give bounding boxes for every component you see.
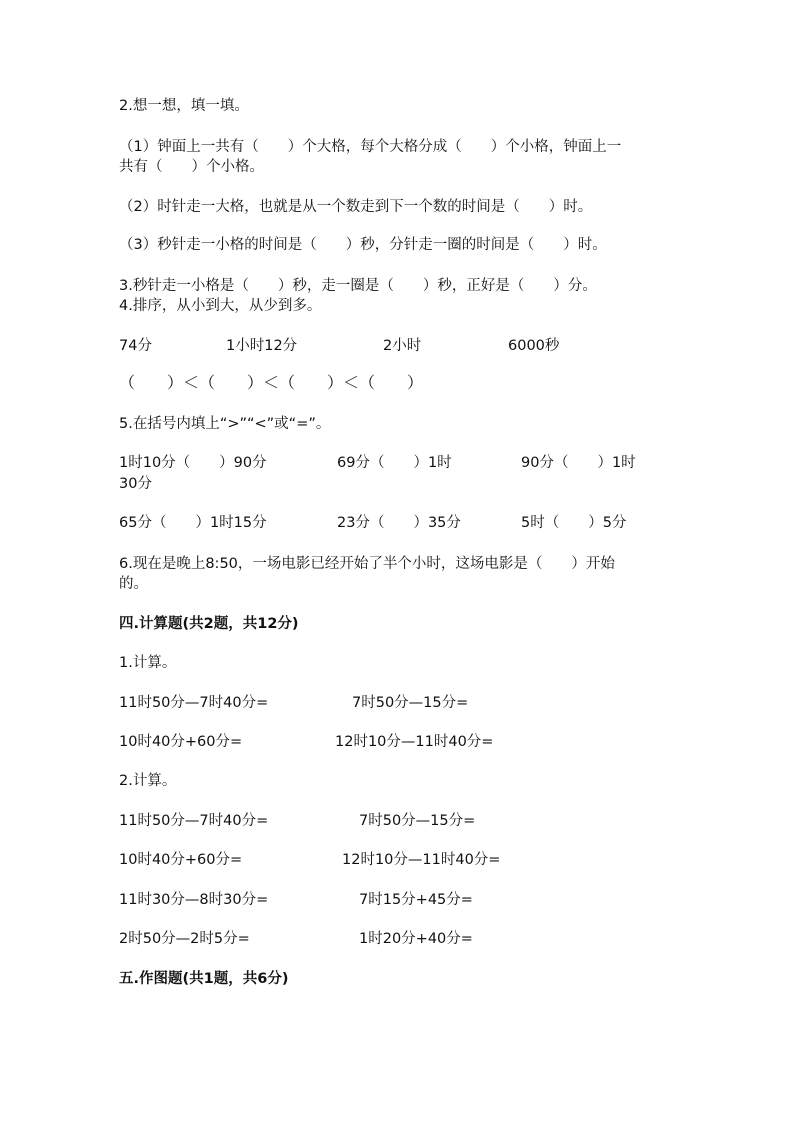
compare-item: 65分（ ）1时15分 bbox=[119, 515, 267, 531]
question-3: 3.秒针走一小格是（ ）秒，走一圈是（ ）秒，正好是（ ）分。 bbox=[119, 278, 597, 294]
calc-item: 7时50分—15分= bbox=[352, 695, 469, 711]
calc-item: 12时10分—11时40分= bbox=[342, 852, 501, 868]
question-2-part-1-line-2: 共有（ ）个小格。 bbox=[119, 159, 264, 175]
compare-item: 90分（ ）1时 bbox=[521, 455, 636, 471]
compare-item: 69分（ ）1时 bbox=[337, 455, 452, 471]
section-4-heading: 四.计算题(共2题，共12分) bbox=[119, 616, 299, 632]
question-6-line-1: 6.现在是晚上8:50，一场电影已经开始了半个小时，这场电影是（ ）开始 bbox=[119, 556, 615, 572]
calc-item: 2时50分—2时5分= bbox=[119, 931, 250, 947]
compare-item: 23分（ ）35分 bbox=[337, 515, 461, 531]
calc-item: 12时10分—11时40分= bbox=[335, 734, 494, 750]
question-4-item: 6000秒 bbox=[508, 338, 560, 354]
compare-item: 5时（ ）5分 bbox=[521, 515, 627, 531]
question-2-part-3: （3）秒针走一小格的时间是（ ）秒，分针走一圈的时间是（ ）时。 bbox=[119, 237, 607, 253]
section-5-heading: 五.作图题(共1题，共6分) bbox=[119, 971, 289, 987]
question-2-title: 2.想一想，填一填。 bbox=[119, 98, 249, 114]
question-6-line-2: 的。 bbox=[119, 576, 148, 592]
question-4-title: 4.排序，从小到大，从少到多。 bbox=[119, 298, 322, 314]
calc-item: 7时50分—15分= bbox=[359, 813, 476, 829]
question-4-item: 1小时12分 bbox=[226, 338, 298, 354]
calc-item: 11时30分—8时30分= bbox=[119, 892, 269, 908]
question-2-part-1-line-1: （1）钟面上一共有（ ）个大格，每个大格分成（ ）个小格，钟面上一 bbox=[119, 139, 622, 155]
compare-item-wrap: 30分 bbox=[119, 476, 152, 492]
calc-item: 10时40分+60分= bbox=[119, 734, 243, 750]
question-5-title: 5.在括号内填上“>”“<”或“=”。 bbox=[119, 416, 331, 432]
calc-2-title: 2.计算。 bbox=[119, 773, 177, 789]
question-2-part-2: （2）时针走一大格，也就是从一个数走到下一个数的时间是（ ）时。 bbox=[119, 199, 593, 215]
calc-item: 11时50分—7时40分= bbox=[119, 695, 269, 711]
question-4-item: 74分 bbox=[119, 338, 152, 354]
calc-item: 10时40分+60分= bbox=[119, 852, 243, 868]
calc-item: 7时15分+45分= bbox=[359, 892, 473, 908]
calc-item: 11时50分—7时40分= bbox=[119, 813, 269, 829]
question-4-item: 2小时 bbox=[383, 338, 422, 354]
calc-item: 1时20分+40分= bbox=[359, 931, 473, 947]
calc-1-title: 1.计算。 bbox=[119, 655, 177, 671]
question-4-answer-blanks: （ ）＜（ ）＜（ ）＜（ ） bbox=[119, 373, 424, 392]
compare-item: 1时10分（ ）90分 bbox=[119, 455, 267, 471]
